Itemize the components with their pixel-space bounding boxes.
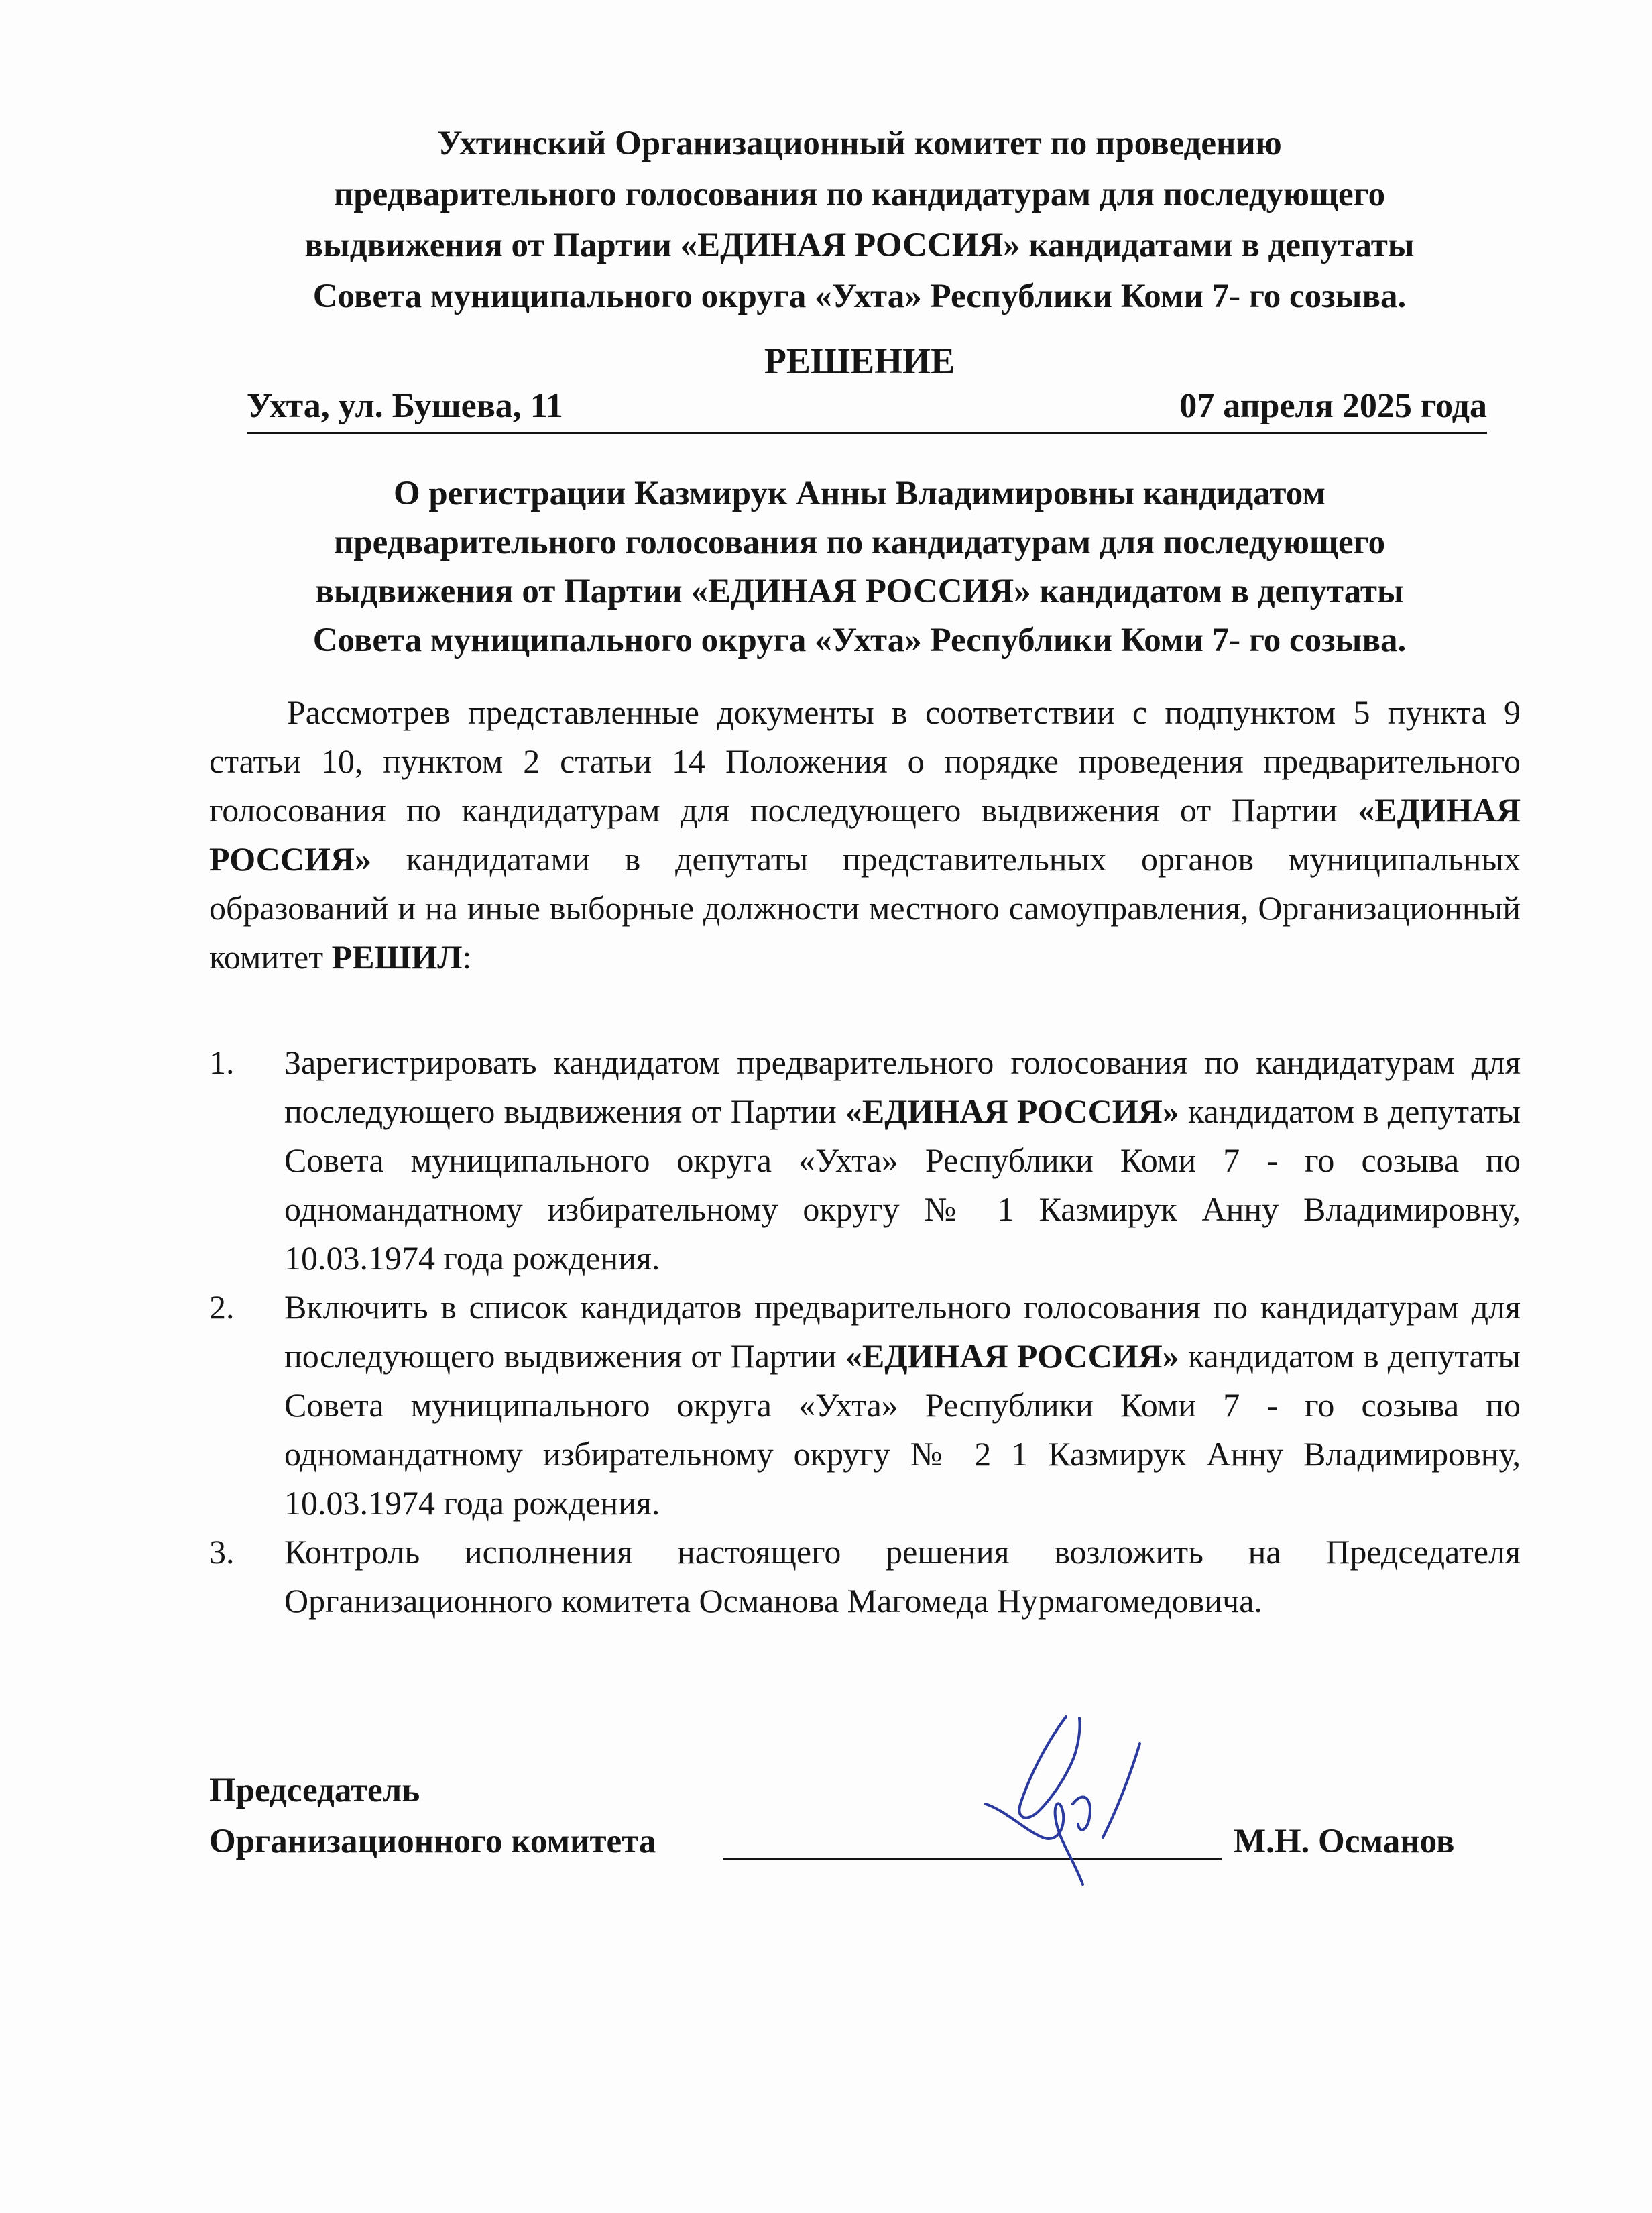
list-item xyxy=(209,1283,1521,1528)
subject-line: предварительного голосования по кандидатурам для последующего xyxy=(333,524,1386,561)
handwritten-signature xyxy=(965,1703,1167,1891)
document-date: 07 апреля 2025 года xyxy=(1179,387,1487,425)
party-name: «ЕДИНАЯ РОССИЯ» xyxy=(845,1337,1179,1375)
header-line: Совета муниципального округа «Ухта» Республики Коми 7- го созыва. xyxy=(312,278,1407,315)
document-title: РЕШЕНИЕ xyxy=(764,341,955,381)
signatory-position xyxy=(209,1765,656,1867)
party-name: «ЕДИНАЯ РОССИЯ» xyxy=(845,1092,1179,1130)
header-line: выдвижения от Партии «ЕДИНАЯ РОССИЯ» кандидатами в депутаты xyxy=(304,227,1415,264)
position-line: Организационного комитета xyxy=(209,1823,656,1860)
intro-paragraph xyxy=(209,688,1521,982)
document-header xyxy=(201,118,1518,322)
item-text: кандидатом в депутаты Совета муниципального округа «Ухта» Республики Коми 7 - го созыва по одномандатному избирательному округу № 2 1 Казмирук Анну Владимировну, 10.03.1974 года рождения. xyxy=(284,1337,1521,1522)
intro-text: кандидатами в депутаты представительных органов муниципальных образований и на иные выборные должности местного самоуправления, Организационный комитет xyxy=(209,840,1521,976)
item-text: Зарегистрировать кандидатом предварительного голосования по кандидатурам для последующего выдвижения от Партии xyxy=(284,1043,1521,1130)
position-line: Председатель xyxy=(209,1772,420,1809)
header-line: предварительного голосования по кандидатурам для последующего xyxy=(333,176,1386,213)
header-line: Ухтинский Организационный комитет по проведению xyxy=(437,125,1282,162)
intro-text: : xyxy=(462,938,472,976)
signatory-name: М.Н. Османов xyxy=(1234,1823,1455,1860)
document-place: Ухта, ул. Бушева, 11 xyxy=(247,387,563,425)
subject-line: выдвижения от Партии «ЕДИНАЯ РОССИЯ» кандидатом в депутаты xyxy=(315,573,1404,610)
decision-list xyxy=(209,1038,1521,1626)
signature-strokes xyxy=(986,1717,1140,1884)
intro-text: Рассмотрев представленные документы в соответствии с подпунктом 5 пункта 9 статьи 10, пунктом 2 статьи 14 Положения о порядке проведения предварительного голосования по кандидатурам для последующего выдвижения от Партии xyxy=(209,693,1521,829)
list-item xyxy=(209,1038,1521,1283)
item-number: 1. xyxy=(209,1043,235,1081)
list-item xyxy=(209,1528,1521,1626)
decision-subject xyxy=(201,469,1518,665)
subject-line: О регистрации Казмирук Анны Владимировны кандидатом xyxy=(393,475,1326,512)
item-text: кандидатом в депутаты Совета муниципального округа «Ухта» Республики Коми 7 - го созыва по одномандатному избирательному округу № 1 Казмирук Анну Владимировну, 10.03.1974 года рождения. xyxy=(284,1092,1521,1277)
item-number: 2. xyxy=(209,1288,235,1326)
item-text: Включить в список кандидатов предварительного голосования по кандидатурам для последующего выдвижения от Партии xyxy=(284,1288,1521,1375)
decided-word: РЕШИЛ xyxy=(331,938,463,976)
item-number: 3. xyxy=(209,1533,235,1571)
subject-line: Совета муниципального округа «Ухта» Республики Коми 7- го созыва. xyxy=(312,622,1407,659)
party-name: «ЕДИНАЯ РОССИЯ» xyxy=(209,791,1521,878)
place-date-line xyxy=(247,381,1487,434)
item-text: Контроль исполнения настоящего решения возложить на Председателя Организационного комитета Османова Магомеда Нурмагомедовича. xyxy=(284,1533,1521,1620)
